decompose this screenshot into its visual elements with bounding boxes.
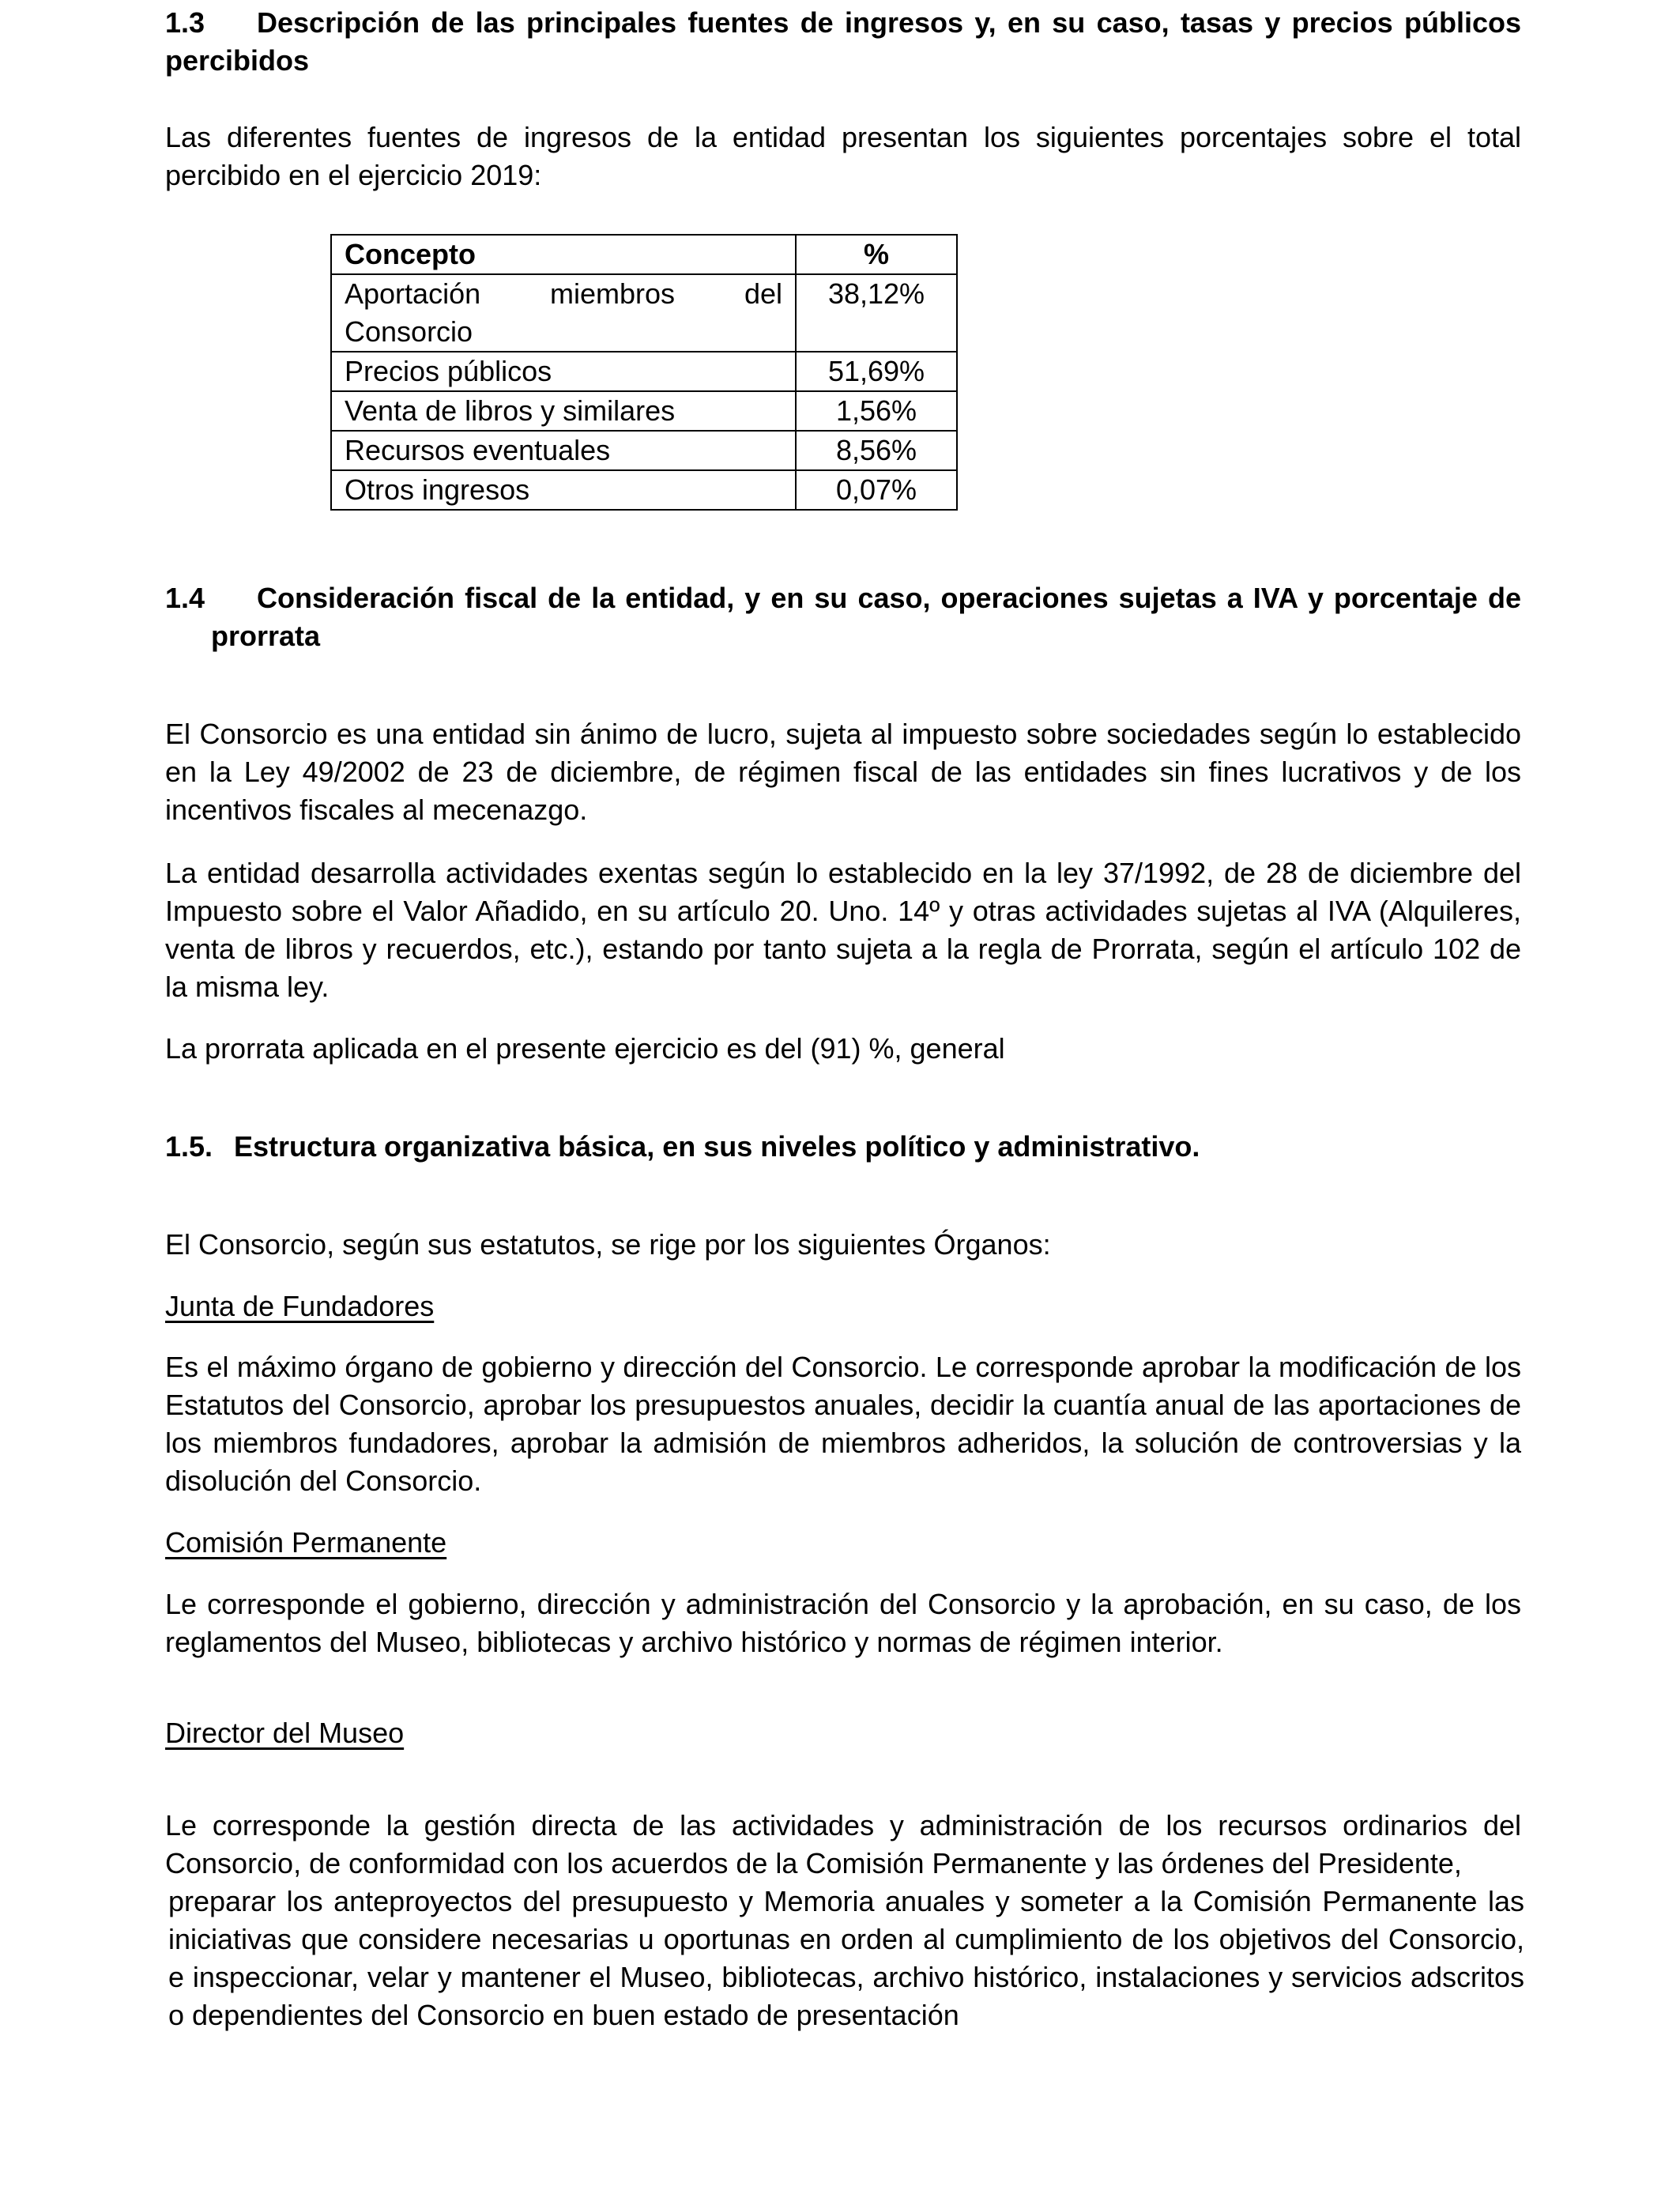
column-header-concepto: Concepto (331, 235, 796, 274)
section-number: 1.4 (165, 582, 205, 614)
income-sources-table (330, 234, 958, 511)
concepto-word: miembros (550, 277, 676, 310)
section-1-5-heading (165, 1128, 1521, 1166)
paragraph: preparar los anteproyectos del presupuesto y Memoria anuales y someter a la Comisión Permanente las iniciativas que considere necesarias u oportunas en orden al cumplimiento de los objetivos del Consorcio, e inspeccionar, velar y mantener el Museo, bibliotecas, archivo histórico, instalaciones y servicios adscritos o dependientes del Consorcio en buen estado de presentación (168, 1885, 1524, 2031)
paragraph: El Consorcio es una entidad sin ánimo de lucro, sujeta al impuesto sobre sociedades según lo establecido en la Ley 49/2002 de 23 de diciembre, de régimen fiscal de las entidades sin fines lucrativos y de los incentivos fiscales al mecenazgo. (165, 718, 1521, 826)
table-cell-concepto: Otros ingresos (331, 470, 796, 510)
section-title-line1: Consideración fiscal de la entidad, y en su caso, operaciones sujetas a IVA y porcentaje de (257, 582, 1521, 614)
section-1-3-intro: Las diferentes fuentes de ingresos de la entidad presentan los siguientes porcentajes sobre el total percibido en el ejercicio 2019: (165, 121, 1521, 191)
concepto-word: Aportación (345, 277, 481, 310)
table-cell-concepto: Precios públicos (331, 352, 796, 391)
column-header-percent: % (796, 235, 957, 274)
section-number: 1.3 (165, 6, 205, 39)
table-row (331, 352, 957, 391)
section-number: 1.5. (165, 1130, 213, 1163)
table-cell-percent: 1,56% (796, 391, 957, 431)
paragraph: El Consorcio, según sus estatutos, se rige por los siguientes Órganos: (165, 1228, 1051, 1261)
concepto-word: del (744, 277, 782, 310)
paragraph: La entidad desarrolla actividades exentas según lo establecido en la ley 37/1992, de 28 de diciembre del Impuesto sobre el Valor Añadido, en su artículo 20. Uno. 14º y otras actividades sujetas al IVA (Alquileres, venta de libros y recuerdos, etc.), estando por tanto sujeta a la regla de Prorrata, según el artículo 102 de la misma ley. (165, 857, 1521, 1003)
organ-heading: Director del Museo (165, 1717, 405, 1749)
section-title: Estructura organizativa básica, en sus niveles político y administrativo. (234, 1130, 1200, 1163)
section-title-line1: Descripción de las principales fuentes de ingresos y, en su caso, tasas y precios públicos (257, 6, 1521, 39)
table-cell-concepto: Venta de libros y similares (331, 391, 796, 431)
organ-heading: Comisión Permanente (165, 1526, 447, 1559)
table-row (331, 470, 957, 510)
table-cell-percent: 38,12% (796, 274, 957, 352)
table-cell-percent: 51,69% (796, 352, 957, 391)
table-cell-percent: 0,07% (796, 470, 957, 510)
section-1-3-heading (165, 4, 1521, 80)
table-header-row (331, 235, 957, 274)
table-cell-concepto: Recursos eventuales (331, 431, 796, 470)
organ-heading: Junta de Fundadores (165, 1290, 435, 1322)
section-title-line2: prorrata (211, 620, 321, 652)
table-cell-concepto (331, 274, 796, 352)
section-1-4-heading (165, 579, 1521, 655)
table-row (331, 431, 957, 470)
table-cell-percent: 8,56% (796, 431, 957, 470)
paragraph: Es el máximo órgano de gobierno y dirección del Consorcio. Le corresponde aprobar la modificación de los Estatutos del Consorcio, aprobar los presupuestos anuales, decidir la cuantía anual de las aportaciones de los miembros fundadores, aprobar la admisión de miembros adheridos, la solución de controversias y la disolución del Consorcio. (165, 1351, 1521, 1497)
table-row (331, 274, 957, 352)
paragraph: La prorrata aplicada en el presente ejercicio es del (91) %, general (165, 1032, 1005, 1065)
paragraph: Le corresponde la gestión directa de las actividades y administración de los recursos ordinarios del Consorcio, de conformidad con los acuerdos de la Comisión Permanente y las órdenes del Presidente, (165, 1809, 1521, 1879)
concepto-word: Consorcio (345, 315, 473, 348)
paragraph: Le corresponde el gobierno, dirección y administración del Consorcio y la aprobación, en su caso, de los reglamentos del Museo, bibliotecas y archivo histórico y normas de régimen interior. (165, 1588, 1521, 1658)
section-title-line2: percibidos (165, 44, 310, 77)
table-row (331, 391, 957, 431)
